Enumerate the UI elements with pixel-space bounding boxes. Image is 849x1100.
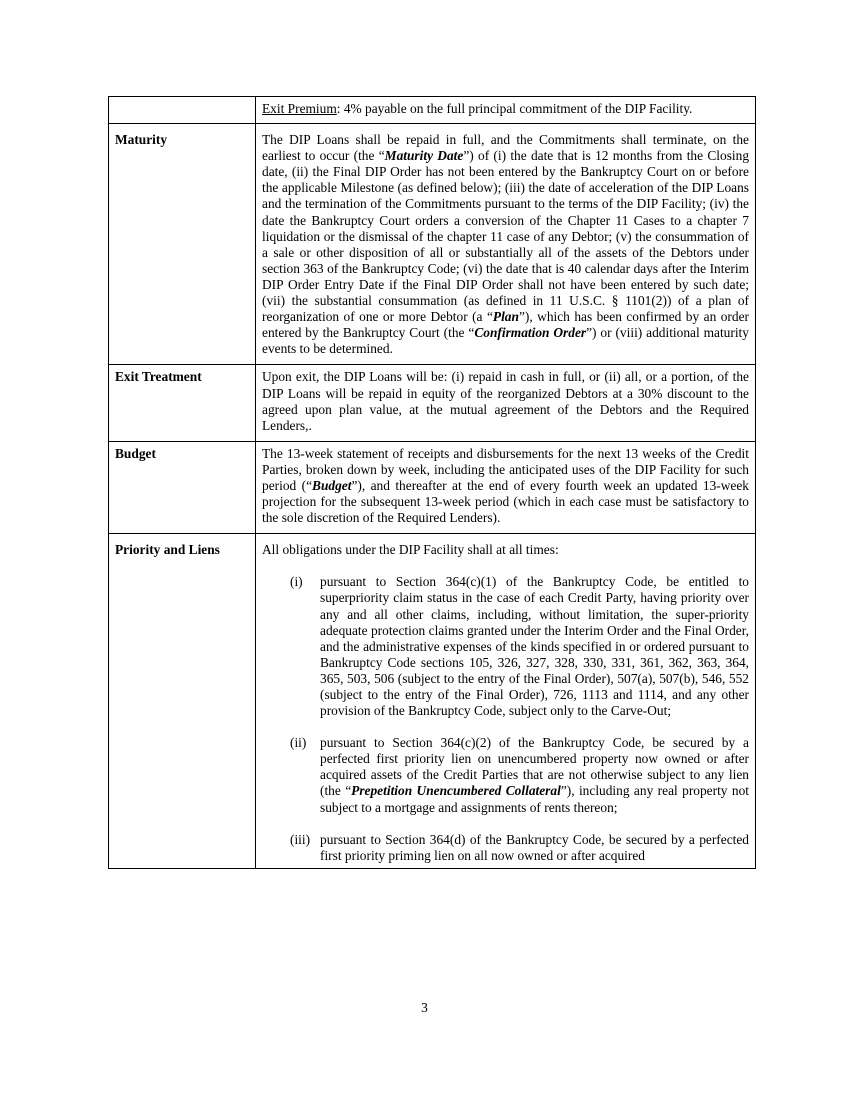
exit-treatment-label: Exit Treatment <box>109 365 256 441</box>
text-run: The 13-week statement of receipts and disbursements for the next 13 weeks of the Credit Parties, broken down by week, including the anticipated uses of the DIP Facility for such period (“ <box>262 445 749 493</box>
table-row <box>109 124 756 365</box>
exit-premium-text: : 4% payable on the full principal commitment of the DIP Facility. <box>336 101 693 116</box>
exit-premium-cell <box>256 97 756 124</box>
row-label <box>109 97 256 124</box>
priority-list <box>262 574 749 867</box>
page-number: 3 <box>421 1000 428 1015</box>
text-run: ”) or (viii) additional maturity events to be determined. <box>262 325 749 357</box>
list-item <box>290 832 749 868</box>
exit-treatment-text: Upon exit, the DIP Loans will be: (i) repaid in cash in full, or (ii) all, or a portion, of the DIP Loans will be repaid in equity of the reorganized Debtors at a 30% discount to the agreed upon plan value, at the mutual agreement of the Debtors and the Required Lenders,. <box>256 365 756 441</box>
text-run: ”), including any real property not subject to a mortgage and assignments of rents thereon; <box>320 783 749 815</box>
maturity-text <box>256 124 756 365</box>
defined-term: Prepetition Unencumbered Collateral <box>351 783 561 799</box>
list-item <box>290 574 749 719</box>
text-run: pursuant to Section 364(c)(2) of the Bankruptcy Code, be secured by a perfected first priority lien on unencumbered property now owned or after acquired assets of the Credit Parties that are not otherwise subject to any lien (the “ <box>320 735 749 799</box>
table-row <box>109 365 756 441</box>
item-number: (ii) <box>290 735 307 751</box>
defined-term: Plan <box>492 309 519 325</box>
defined-term: Maturity Date <box>384 148 464 164</box>
priority-liens-label: Priority and Liens <box>109 534 256 868</box>
item-number: (i) <box>290 574 303 590</box>
table-row <box>109 97 756 124</box>
exit-premium-term: Exit Premium <box>262 101 337 116</box>
item-text: pursuant to Section 364(c)(1) of the Bankruptcy Code, be entitled to superpriority claim status in the case of each Credit Party, having priority over any and all other claims, including, without limitation, the super-priority adequate protection claims granted under the Interim Order and the Final Order, and the administrative expenses of the kinds specified in or ordered pursuant to Bankruptcy Code sections 105, 326, 327, 328, 330, 331, 361, 362, 363, 364, 365, 503, 506 (subject to the entry of the Final Order), 507(a), 507(b), 546, 552 (subject to the entry of the Final Order), 726, 1113 and 1114, and any other provision of the Bankruptcy Code, subject only to the Carve-Out; <box>320 574 749 719</box>
table-row <box>109 534 756 868</box>
priority-intro: All obligations under the DIP Facility shall at all times: <box>262 542 559 558</box>
budget-label: Budget <box>109 441 256 533</box>
budget-text <box>256 441 756 533</box>
defined-term: Budget <box>312 477 352 493</box>
item-number: (iii) <box>290 831 311 847</box>
text-run: ”), which has been confirmed by an order entered by the Bankruptcy Court (the “ <box>262 309 749 341</box>
item-text <box>320 735 749 815</box>
item-text: pursuant to Section 364(d) of the Bankruptcy Code, be secured by a perfected first priority priming lien on all now owned or after acquired <box>320 831 749 863</box>
defined-term: Confirmation Order <box>474 325 587 341</box>
table-row <box>109 441 756 533</box>
text-run: ”) of (i) the date that is 12 months from the Closing date, (ii) the Final DIP Order has not been entered by the Bankruptcy Court on or before the applicable Milestone (as defined below); (iii) the date of acceleration of the DIP Loans and the termination of the Commitments pursuant to the terms of the DIP Facility; (iv) the date the Bankruptcy Court orders a conversion of the Chapter 11 Cases to a chapter 7 liquidation or the dismissal of the chapter 11 case of any Debtor; (v) the consummation of a sale or other disposition of all or substantially all of the assets of the Debtors under section 363 of the Bankruptcy Code; (vi) the date that is 40 calendar days after the Interim DIP Order Entry Date if the Final DIP Order shall not have been entered by such date; (vii) the substantial consummation (as defined in 11 U.S.C. § 1101(2)) of a plan of reorganization of one or more Debtor (a “ <box>262 148 750 325</box>
text-run: The DIP Loans shall be repaid in full, and the Commitments shall terminate, on the earliest to occur (the “ <box>262 132 749 164</box>
maturity-label: Maturity <box>109 124 256 365</box>
priority-liens-cell <box>256 534 756 868</box>
term-sheet-table <box>108 96 756 869</box>
text-run: ”), and thereafter at the end of every fourth week an updated 13-week projection for the subsequent 13-week period (which in each case must be satisfactory to the sole discretion of the Required Lenders). <box>262 477 749 526</box>
list-item <box>290 735 749 815</box>
